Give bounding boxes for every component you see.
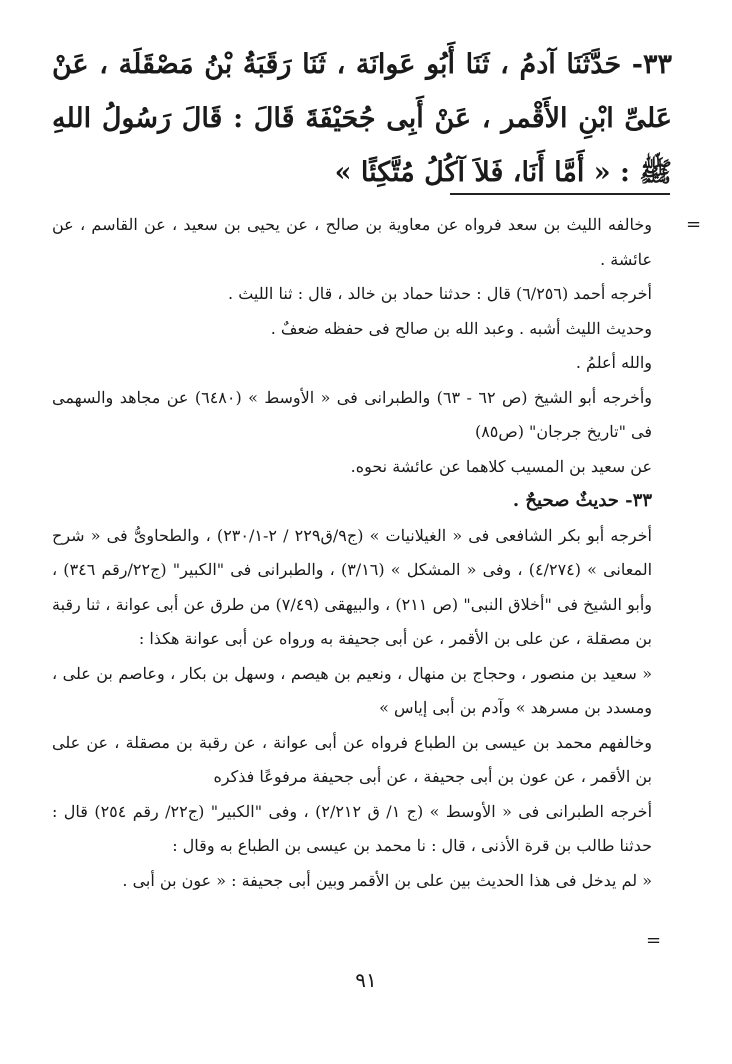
footnote-divider bbox=[450, 193, 670, 195]
hadith-number: ٣٣- bbox=[631, 49, 672, 80]
footnote-heading: ٣٣- حديثٌ صحيحٌ . bbox=[512, 490, 652, 511]
footnote-paragraph: وخالفه الليث بن سعد فرواه عن معاوية بن صالح ، عن يحيى بن سعيد ، عن القاسم ، عن عائشة . bbox=[52, 215, 652, 269]
footnotes-section bbox=[52, 208, 652, 898]
footnote-paragraph: وأخرجه أبو الشيخ (ص ٦٢ - ٦٣) والطبرانى فى « الأوسط » (٦٤٨٠) عن مجاهد والسهمى فى "تاريخ جرجان" (ص٨٥) bbox=[52, 387, 653, 441]
footnote-paragraph: وخالفهم محمد بن عيسى بن الطباع فرواه عن أبى عوانة ، عن رقبة بن مصقلة ، عن على بن الأقمر ، عن عون بن أبى جحيفة ، عن أبى جحيفة مرفوعًا فذكره bbox=[52, 732, 652, 786]
footnote-paragraph: عن سعيد بن المسيب كلاهما عن عائشة نحوه. bbox=[350, 456, 652, 476]
footnote-paragraph: أخرجه الطبرانى فى « الأوسط » (ج ١/ ق ٢/٢١٢) ، وفى "الكبير" (ج٢٢/ رقم ٢٥٤) قال : حدثنا طالب بن قرة الأذنى ، قال : نا محمد بن عيسى بن الطباع به وقال : bbox=[52, 801, 653, 855]
footnote-paragraph: أخرجه أحمد (٦/٢٥٦) قال : حدثنا حماد بن خالد ، قال : ثنا الليث . bbox=[228, 284, 652, 303]
hadith-text bbox=[52, 38, 672, 200]
continuation-mark-bottom: = bbox=[646, 930, 662, 951]
hadith-body: حَدَّثَنَا آدمُ ، ثَنَا أَبُو عَوانَة ، ثَنَا رَقَبَةُ بْنُ مَصْقَلَة ، عَنْ عَلىِّ ابْنِ الأَقْمر ، عَنْ أَبِى جُحَيْفَةَ قَالَ : قَالَ رَسُولُ اللهِ ﷺ : « أَمَّا أَنَا، فَلاَ آكُلُ مُتَّكِئًا » bbox=[52, 49, 672, 188]
footnote-paragraph: « لم يدخل فى هذا الحديث بين على بن الأقمر وبين أبى جحيفة : « عون بن أبى . bbox=[122, 870, 652, 890]
footnote-paragraph: « سعيد بن منصور ، وحجاج بن منهال ، ونعيم بن هيصم ، وسهل بن بكار ، وعاصم بن على ، ومسدد بن مسرهد » وآدم بن أبى إياس » bbox=[52, 663, 652, 717]
continuation-mark-top: = bbox=[686, 214, 702, 235]
footnote-paragraph: والله أعلمُ . bbox=[575, 353, 652, 372]
footnote-paragraph: وحديث الليث أشبه . وعبد الله بن صالح فى حفظه ضعفٌ . bbox=[270, 318, 652, 338]
footnote-paragraph: أخرجه أبو بكر الشافعى فى « الغيلانيات » (ج٩/ق٢٢٩ / ٢-٢٣٠/١) ، والطحاوىُّ فى « شرح المعانى » (٤/٢٧٤) ، وفى « المشكل » (٣/١٦) ، والطبرانى فى "الكبير" (ج٢٢/رقم ٣٤٦) ، وأبو الشيخ فى "أخلاق النبى" (ص ٢١١) ، والبيهقى (٧/٤٩) من طرق عن أبى عوانة ، ثنا رقبة بن مصقلة ، عن على بن الأقمر ، عن أبى جحيفة به ورواه عن أبى عوانة هكذا : bbox=[52, 525, 653, 648]
page-number: ٩١ bbox=[355, 968, 377, 992]
